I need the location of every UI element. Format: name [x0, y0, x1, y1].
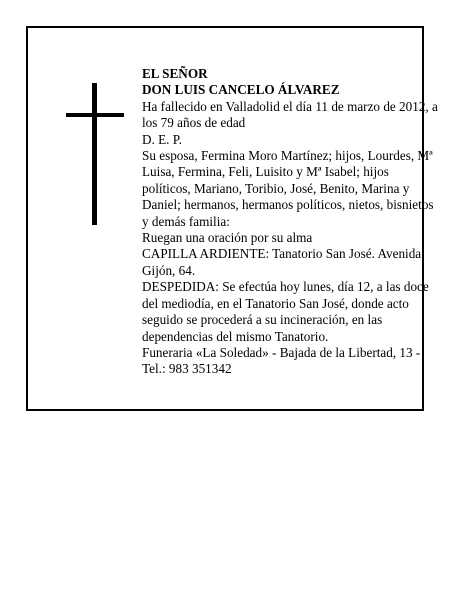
- farewell-info: DESPEDIDA: Se efectúa hoy lunes, día 12, a las doce del mediodía, en el Tanatorio San José, donde acto seguido se procederá a su incineración, en las dependencias del mismo Tanatorio.: [142, 279, 429, 344]
- rip-line: D. E. P.: [142, 131, 182, 147]
- obituary-text: [142, 66, 440, 378]
- obituary-frame: [26, 26, 438, 411]
- funeral-home-info: Funeraria «La Soledad» - Bajada de la Libertad, 13 - Tel.: 983 351342: [142, 344, 421, 377]
- deceased-name: DON LUIS CANCELO ÁLVAREZ: [142, 82, 340, 98]
- cross-icon: [92, 83, 97, 225]
- cross-icon-bar: [66, 113, 124, 117]
- chapel-info: CAPILLA ARDIENTE: Tanatorio San José. Avenida Gijón, 64.: [142, 246, 422, 278]
- prayer-request: Ruegan una oración por su alma: [142, 230, 313, 246]
- title-line-1: EL SEÑOR: [142, 66, 208, 81]
- family-list: Su esposa, Fermina Moro Martínez; hijos, Lourdes, Mª Luisa, Fermina, Feli, Luisito y Mª Isabel; hijos políticos, Mariano, Toribio, José, Benito, Marina y Daniel; hermanos, hermanos políticos, nietos, bisnietos y demás familia:: [142, 148, 434, 229]
- death-announcement: Ha fallecido en Valladolid el día 11 de marzo de 2012, a los 79 años de edad: [142, 98, 438, 131]
